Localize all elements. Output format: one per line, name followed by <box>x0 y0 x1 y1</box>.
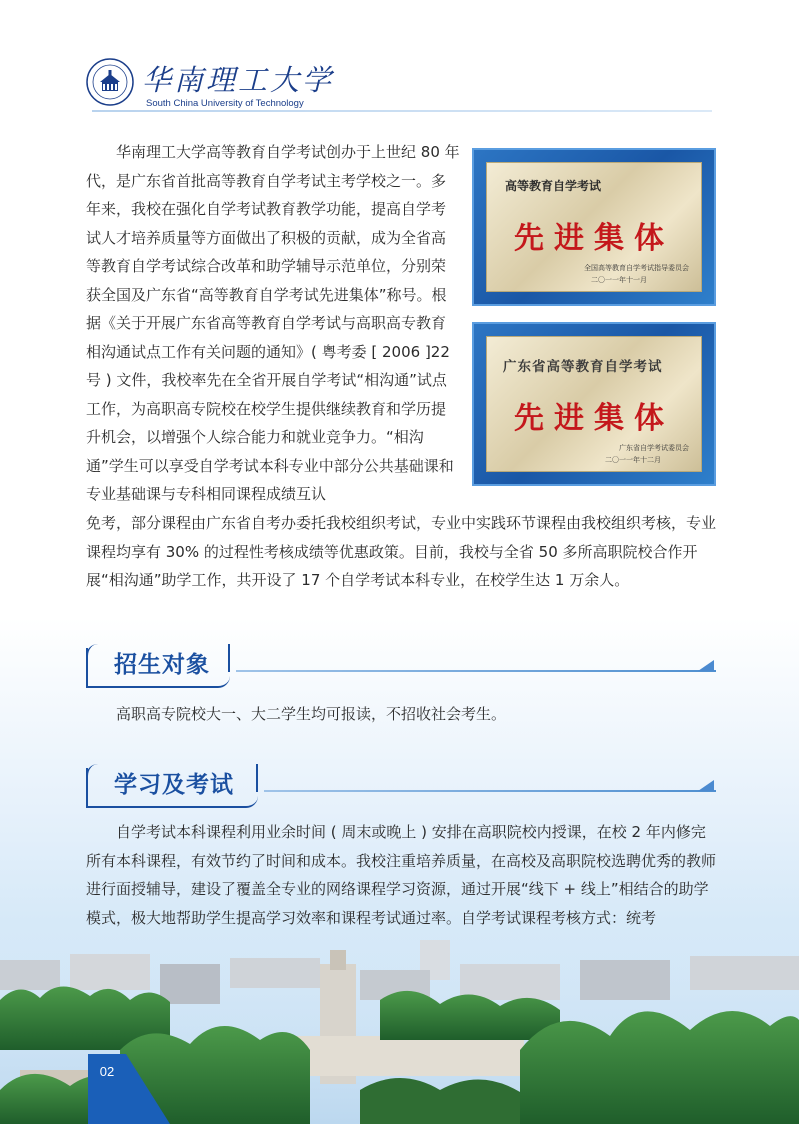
plaque-provincial-award <box>472 322 716 486</box>
page-number-tab <box>88 1054 126 1124</box>
section-enrollment-text: 高职高专院校大一、大二学生均可报读，不招收社会考生。 <box>116 705 507 723</box>
plaque-face <box>486 336 702 472</box>
section-arrow-icon <box>698 780 714 791</box>
intro-paragraph-part1: 华南理工大学高等教育自学考试创办于上世纪 80 年代，是广东省首批高等教育自学考试主考学校之一。多年来，我校在强化自学考试教育教学功能，提高自学考试人才培养质量等方面做出了积极的贡献，成为全省高等教育自学考试综合改革和助学辅导示范单位，分别荣获全国及广东省“高等教育自学考试先进集体”称号。根据《关于开展广东省高等教育自学考试与高职高专教育相沟通试点工作有关问题的通知》( 粤考委 [ 2006 ]22 号 ) 文件，我校率先在全省开展自学考试“相沟通”试点工作，为高职高专院校在校学生提供继续教育和学历提升机会，以增强个人综合能力和就业竞争力。“相沟通”学生可以享受自学考试本科专业中部分公共基础课和专业基础课与专科相同课程成绩互认 <box>86 143 460 503</box>
page-header <box>86 40 716 120</box>
section-enrollment-target <box>86 644 716 688</box>
header-divider <box>92 110 712 112</box>
plaque-title: 广东省高等教育自学考试 <box>503 359 663 375</box>
intro-text-continuation <box>86 509 718 595</box>
plaque-award-text: 先进集体 <box>514 221 674 256</box>
university-name-en: South China University of Technology <box>146 98 304 109</box>
section-rule <box>264 790 716 792</box>
plaque-title: 高等教育自学考试 <box>505 179 602 193</box>
plaque-date: 二〇一一年十二月 <box>605 456 661 464</box>
section-arrow-icon <box>698 660 714 671</box>
university-name-cn: 华南理工大学 <box>142 63 335 97</box>
section-study-and-exam <box>86 764 716 808</box>
page-number: 02 <box>99 1064 115 1079</box>
plaque-national-award <box>472 148 716 306</box>
intro-paragraph-part2: 免考，部分课程由广东省自考办委托我校组织考试，专业中实践环节课程由我校组织考核，专业课程均享有 30% 的过程性考核成绩等优惠政策。目前，我校与全省 50 多所高职院校合作开展“相沟通”助学工作，共开设了 17 个自学考试本科专业，在校学生达 1 万余人。 <box>86 514 717 589</box>
section-study-text: 自学考试本科课程利用业余时间 ( 周末或晚上 ) 安排在高职院校内授课，在校 2 年内修完所有本科课程，有效节约了时间和成本。我校注重培养质量，在高校及高职院校选聘优秀的教师进行面授辅导，建设了覆盖全专业的网络课程学习资源，通过开展“线下 + 线上”相结合的助学模式，极大地帮助学生提高学习效率和课程考试通过率。自学考试课程考核方式：统考 <box>86 823 717 927</box>
section-rule <box>236 670 716 672</box>
intro-text-block <box>86 138 460 509</box>
university-seal-logo <box>86 58 134 106</box>
plaque-organization: 全国高等教育自学考试指导委员会 <box>584 264 689 272</box>
plaque-date: 二〇一一年十一月 <box>591 276 647 284</box>
plaque-face <box>486 162 702 292</box>
section-title: 学习及考试 <box>86 764 258 808</box>
section-title: 招生对象 <box>86 644 230 688</box>
plaque-award-text: 先进集体 <box>514 401 674 436</box>
plaque-organization: 广东省自学考试委员会 <box>619 444 689 452</box>
